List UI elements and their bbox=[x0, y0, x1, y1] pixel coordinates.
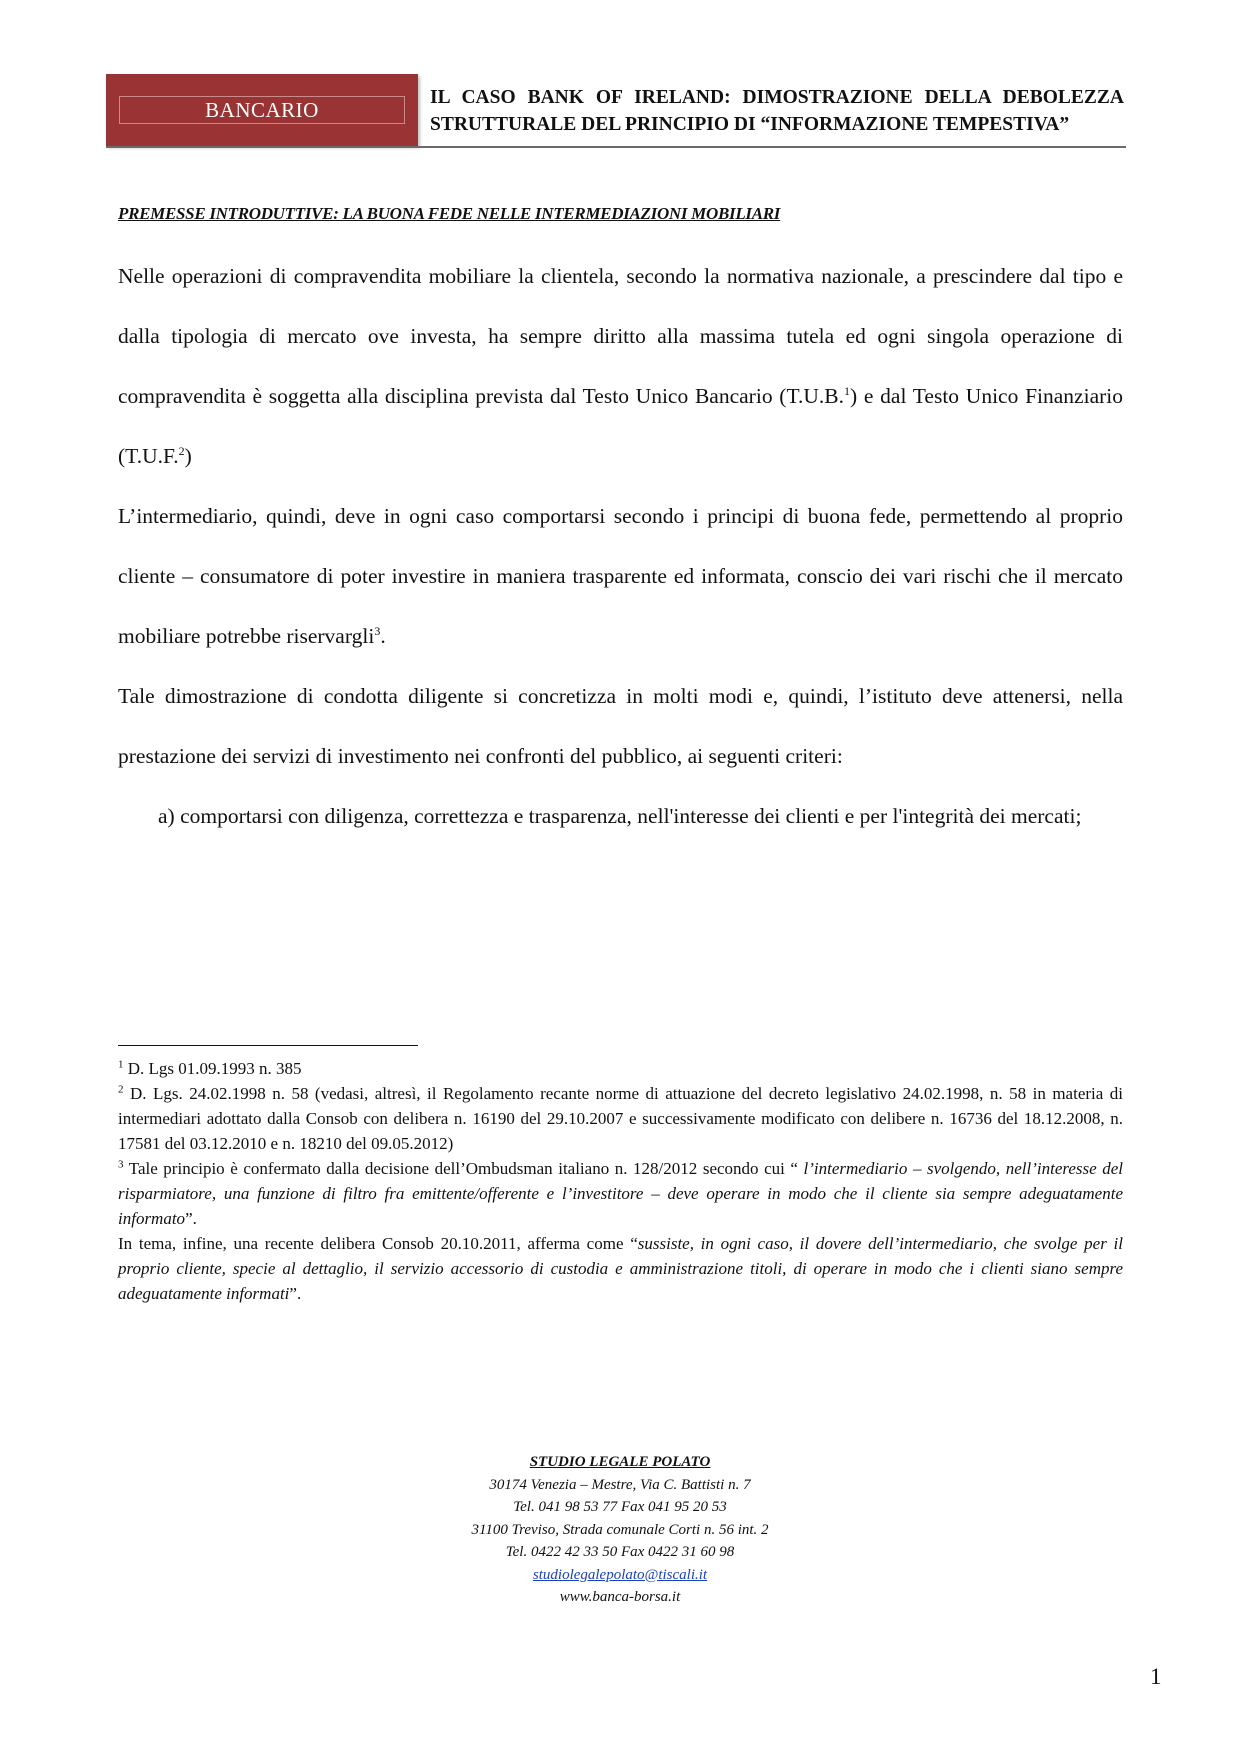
footnote-ref-2[interactable]: 2 bbox=[178, 443, 185, 458]
address-treviso: 31100 Treviso, Strada comunale Corti n. 56 int. 2 bbox=[471, 1521, 769, 1538]
section-badge bbox=[106, 74, 418, 146]
paragraph-2: L’intermediario, quindi, deve in ogni caso comportarsi secondo i principi di buona fede, permettendo al proprio cliente – consumatore di poter investire in maniera trasparente ed informata, conscio dei vari rischi che il mercato mobiliare potrebbe riservargli$^3$. bbox=[118, 504, 1123, 648]
address-venezia: 30174 Venezia – Mestre, Via C. Battisti n. 7 bbox=[489, 1476, 751, 1493]
footnote-1: $^1$ D. Lgs 01.09.1993 n. 385 bbox=[118, 1058, 302, 1078]
footnote-ref-1[interactable]: 1 bbox=[844, 383, 850, 398]
page-footer bbox=[380, 1451, 860, 1609]
email-link[interactable]: studiolegalepolato@tiscali.it bbox=[532, 1566, 708, 1583]
website: www.banca-borsa.it bbox=[559, 1589, 681, 1605]
footnote-ref-3[interactable]: 3 bbox=[374, 623, 381, 638]
paragraph-3: Tale dimostrazione di condotta diligente si concretizza in molti modi e, quindi, l’istituto deve attenersi, nella prestazione dei servizi di investimento nei confronti del pubblico, ai seguenti criteri: bbox=[118, 684, 1123, 768]
section-heading: PREMESSE INTRODUTTIVE: LA BUONA FEDE NELLE INTERMEDIAZIONI MOBILIARI bbox=[118, 204, 781, 223]
document-title-line2: STRUTTURALE DEL PRINCIPIO DI “INFORMAZIONE TEMPESTIVA” bbox=[430, 114, 1070, 135]
header-divider bbox=[106, 146, 1126, 148]
document-title-line1: IL CASO BANK OF IRELAND: DIMOSTRAZIONE DELLA DEBOLEZZA bbox=[430, 87, 1124, 108]
section-badge-label: BANCARIO bbox=[119, 96, 405, 124]
body-text bbox=[118, 246, 1123, 846]
list-item-a: a) comportarsi con diligenza, correttezza e trasparenza, nell'interesse dei clienti e per l'integrità dei mercati; bbox=[158, 804, 1082, 828]
paragraph-1: Nelle operazioni di compravendita mobiliare la clientela, secondo la normativa nazionale, a prescindere dal tipo e dalla tipologia di mercato ove investa, ha sempre diritto alla massima tutela ed ogni singola operazione di compravendita è soggetta alla disciplina prevista dal Testo Unico Bancario (T.U.B.$^1$) e dal Testo Unico Finanziario (T.U.F.$^2$) bbox=[118, 264, 1123, 468]
footnote-3-continued: In tema, infine, una recente delibera Consob 20.10.2011, afferma come “sussiste, in ogni caso, il dovere dell’intermediario, che svolge per il proprio cliente, specie al dettaglio, il servizio accessorio di custodia e amministrazione titoli, di operare in modo che i clienti siano sempre adeguatamente informati”. bbox=[118, 1234, 1123, 1303]
document-title bbox=[430, 84, 1124, 138]
footnote-divider bbox=[118, 1045, 418, 1046]
studio-name: STUDIO LEGALE POLATO bbox=[529, 1454, 711, 1470]
page-number: 1 bbox=[1150, 1664, 1162, 1689]
phone-venezia: Tel. 041 98 53 77 Fax 041 95 20 53 bbox=[513, 1499, 727, 1515]
phone-treviso: Tel. 0422 42 33 50 Fax 0422 31 60 98 bbox=[505, 1544, 735, 1560]
footnote-3: $^3$ Tale principio è confermato dalla decisione dell’Ombudsman italiano n. 128/2012 secondo cui “ l’intermediario – svolgendo, nell’interesse del risparmiatore, una funzione di filtro fra emittente/offerente e l’investitore – deve operare in modo che il cliente sia sempre adeguatamente informato”. bbox=[118, 1158, 1123, 1228]
footnotes bbox=[118, 1056, 1123, 1306]
footnote-2: $^2$ D. Lgs. 24.02.1998 n. 58 (vedasi, altresì, il Regolamento recante norme di attuazione del decreto legislativo 24.02.1998, n. 58 in materia di intermediari adottato dalla Consob con delibera n. 16190 del 29.10.2007 e successivamente modificato con delibere n. 16736 del 18.12.2008, n. 17581 del 03.12.2010 e n. 18210 del 09.05.2012) bbox=[118, 1083, 1123, 1153]
